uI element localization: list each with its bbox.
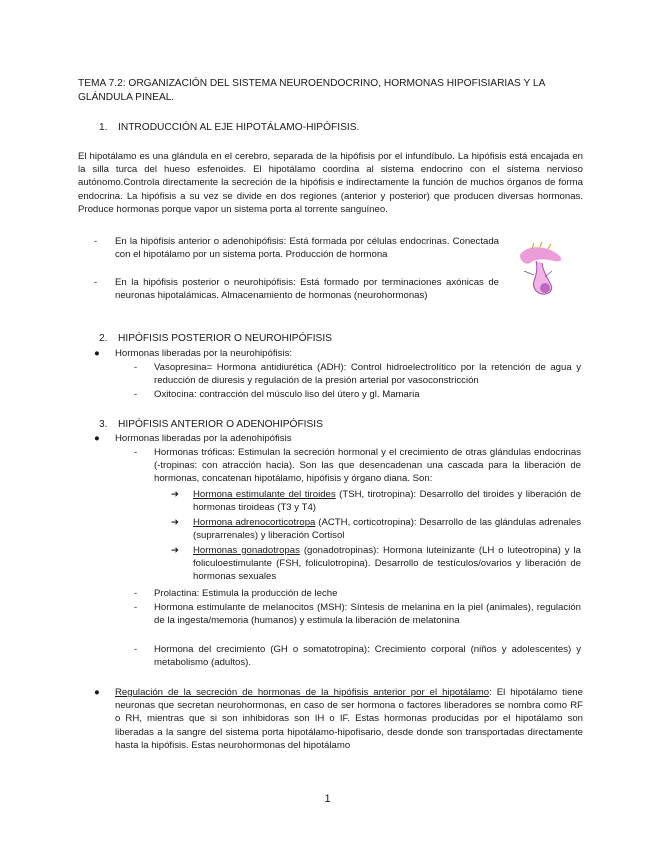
section-number: 2.	[99, 333, 108, 344]
section-3-heading	[99, 418, 323, 432]
regulation-title: Regulación de la secreción de hormonas de la hipófisis anterior por el hipotálamo	[115, 687, 490, 698]
dash-bullet: -	[134, 602, 138, 613]
dash-bullet: -	[94, 277, 98, 288]
regulation-text: : El hipotálamo tiene neuronas que secretan neurohormonas, en caso de ser hormona o factores liberadores se nombra como RF o RH, mientras que si son inhibidoras son IH o IF. Estas hormonas producidas por el hipotálamo son liberadas a la sangre del sistema porta hipotálamo-hipofisario, desde donde son transportadas directamente hasta la hipófisis. Estas neurohormonas del hipotálamo	[115, 687, 583, 751]
hypothalamus-pituitary-illustration	[512, 241, 570, 299]
section-number: 1.	[99, 122, 108, 133]
document-title: TEMA 7.2: ORGANIZACIÓN DEL SISTEMA NEUROENDOCRINO, HORMONAS HIPOFISIARIAS Y LA GLÁNDULA PINEAL.	[78, 78, 545, 103]
list-item-text	[193, 516, 581, 542]
list-item-text: Vasopresina= Hormona antidiurética (ADH): Control hidroelectrolítico por la retención de agua y reducción de diuresis y regulación de la presión arterial por vasoconstricción	[154, 362, 581, 387]
page-number: 1	[324, 793, 331, 805]
section-number: 3.	[99, 419, 108, 430]
regulation-paragraph	[115, 686, 583, 752]
hormone-description: (TSH, tirotropina): Desarrollo del tiroides y liberación de hormonas tiroideas (T3 y T4)	[193, 489, 582, 514]
list-item-text: Hormonas tróficas: Estimulan la secreción hormonal y el crecimiento de otras glándulas endocrinas (-tropinas: con atracción hacia). Son las que desencadenan una cascada para la liberación de hormonas, concatenan hipotálamo, hipófisis y órgano diana. Son:	[154, 447, 581, 485]
list-item-text: Hormona estimulante de melanocitos (MSH): Síntesis de melanina en la piel (animales), regulación de la ingesta/memoria (humanos) y estimula la liberación de melatonina	[154, 602, 581, 627]
list-item-text	[193, 488, 581, 514]
list-item-text: Hormona del crecimiento (GH o somatotropina): Crecimiento corporal (niños y adolescentes) y metabolismo (adultos).	[154, 644, 581, 669]
intro-paragraph: El hipotálamo es una glándula en el cerebro, separada de la hipófisis por el infundíbulo. La hipófisis está encajada en la silla turca del hueso esfenoides. El hipotálamo coordina al sistema endocrino con el sistema nervioso autónomo.Controla directamente la secreción de la hipófisis e indirectamente la función de muchos órganos de forma endocrina. La hipófisis a su vez se divide en dos regiones (anterior y posterior) que producen diversas hormonas. Produce hormonas porque vapor un sistema porta al torrente sanguíneo.	[78, 151, 583, 215]
list-item-text: Hormonas liberadas por la neurohipófisis:	[115, 348, 293, 359]
list-item-text	[193, 544, 581, 584]
section-title: INTRODUCCIÓN AL EJE HIPOTÁLAMO-HIPÓFISIS.	[118, 122, 360, 133]
arrow-bullet: ➔	[171, 517, 180, 528]
list-item-text: En la hipófisis posterior o neurohipófisis: Está formado por terminaciones axónicas de neuronas hipotalámicas. Almacenamiento de hormonas (neurohormonas)	[115, 277, 499, 302]
dash-bullet: -	[134, 447, 138, 458]
dash-bullet: -	[134, 588, 138, 599]
list-item-text: En la hipófisis anterior o adenohipófisis: Está formada por células endocrinas. Conectada con el hipotálamo por un sistema porta. Producción de hormona	[115, 236, 499, 261]
dash-bullet: -	[134, 389, 138, 400]
dash-bullet: -	[94, 236, 98, 247]
hormone-name: Hormona adrenocorticotropa	[193, 517, 316, 528]
hormone-name: Hormona estimulante del tiroides	[193, 489, 336, 500]
list-item-text: Hormonas liberadas por la adenohipófisis	[115, 433, 292, 444]
dash-bullet: -	[134, 644, 138, 655]
arrow-bullet: ➔	[171, 489, 180, 500]
round-bullet: ●	[94, 348, 100, 359]
arrow-bullet: ➔	[171, 545, 180, 556]
hormone-name: Hormonas gonadotropas	[193, 545, 300, 556]
dash-bullet: -	[134, 362, 138, 373]
section-title: HIPÓFISIS ANTERIOR O ADENOHIPÓFISIS	[118, 419, 323, 430]
round-bullet: ●	[94, 433, 100, 444]
list-item-text: Prolactina: Estimula la producción de leche	[154, 588, 338, 599]
hormone-description: (ACTH, corticotropina): Desarrollo de las glándulas adrenales (suprarrenales) y liberación Cortisol	[193, 517, 581, 542]
section-1-heading	[99, 121, 359, 135]
hormone-description: (gonadotropinas): Hormona luteinizante (LH o luteotropina) y la foliculoestimulante (FSH, foliculotropina). Desarrollo de testículos/ovarios y liberación de hormonas sexuales	[193, 545, 581, 583]
round-bullet: ●	[94, 687, 100, 698]
section-title: HIPÓFISIS POSTERIOR O NEUROHIPÓFISIS	[118, 333, 332, 344]
section-2-heading	[99, 332, 332, 346]
list-item-text: Oxitocina: contracción del músculo liso del útero y gl. Mamaria	[154, 389, 420, 400]
